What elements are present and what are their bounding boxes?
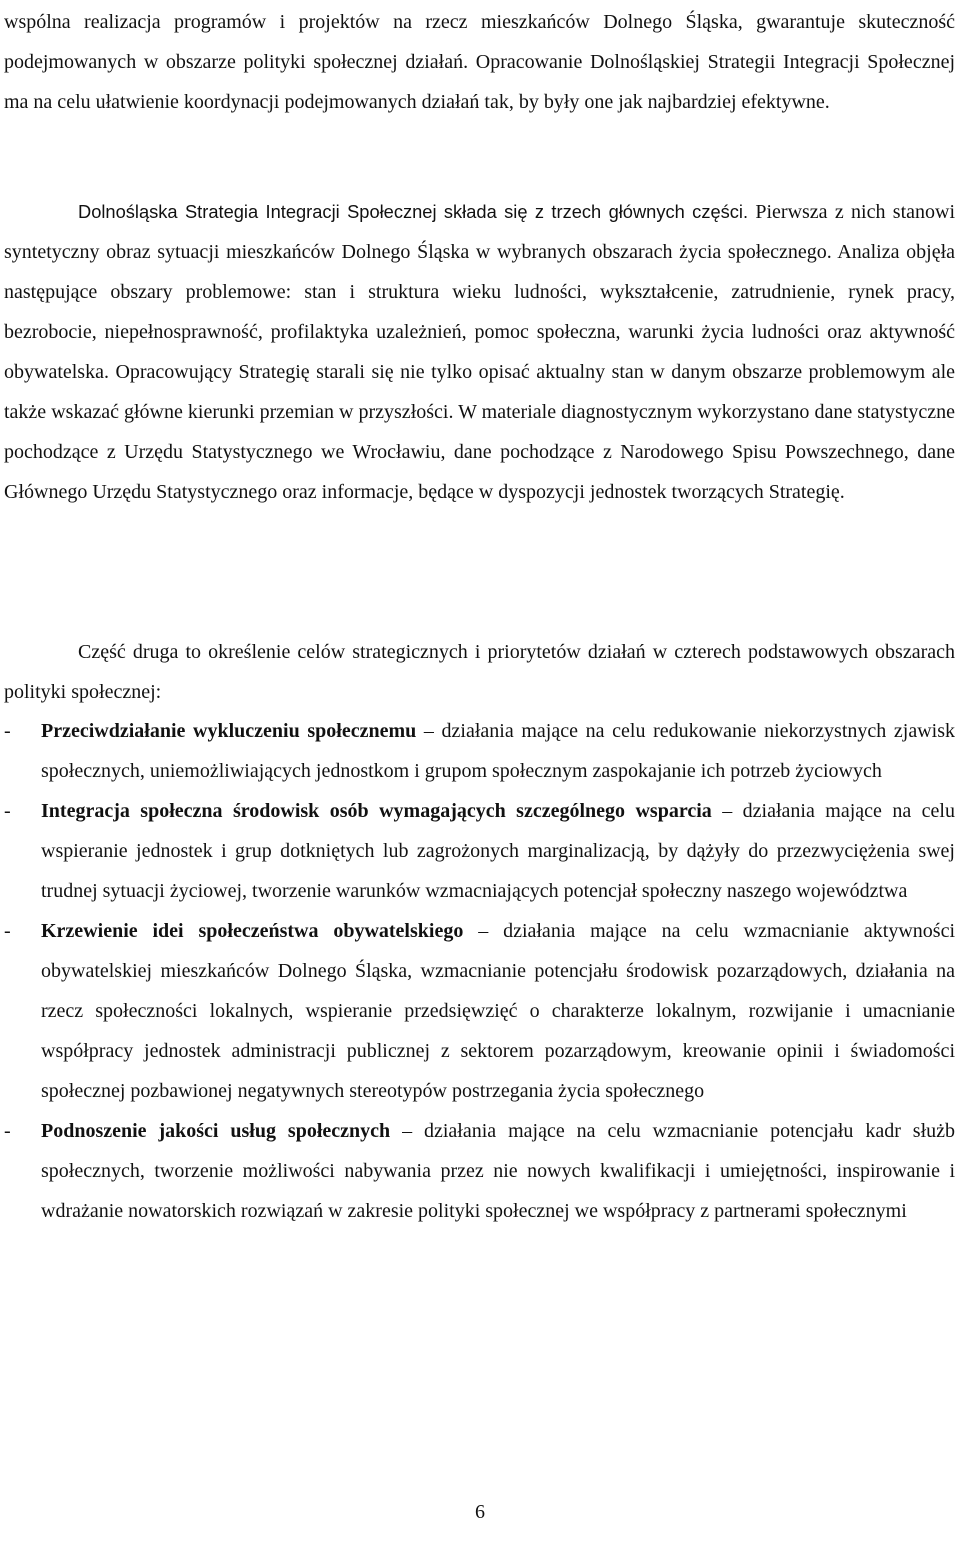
list-dash: -: [4, 800, 11, 822]
list-item: [4, 911, 955, 1111]
list-item-description: – działania mające na celu wspieranie jednostek i grup dotkniętych lub zagrożonych marginalizacją, by dążyły do przezwyciężenia swej trudnej sytuacji życiowej, tworzenie warunków wzmacniających potencjał społeczny naszego województwa: [41, 800, 955, 902]
paragraph-strategy-parts: [4, 192, 955, 512]
list-item-term: Przeciwdziałanie wykluczeniu społecznemu: [41, 720, 417, 742]
list-item-description: – działania mające na celu wzmacnianie potencjału kadr służb społecznych, tworzenie możliwości nabywania przez nie nowych kwalifikacji i umiejętności, inspirowanie i wdrażanie nowatorskich rozwiązań w zakresie polityki społecznej we współpracy z partnerami społecznymi: [41, 1120, 955, 1222]
policy-areas-list: [4, 711, 955, 1231]
list-item-description: – działania mające na celu wzmacnianie aktywności obywatelskiej mieszkańców Dolnego Śląska, wzmacnianie potencjału środowisk pozarządowych, działania na rzecz społeczności lokalnych, wspieranie przedsięwzięć o charakterze lokalnym, rozwijanie i umacnianie współpracy jednostek administracji publicznej z sektorem pozarządowym, kreowanie opinii i świadomości społecznej pozbawionej negatywnych stereotypów postrzegania życia społecznego: [41, 920, 955, 1102]
list-item: [4, 791, 955, 911]
list-item: [4, 711, 955, 791]
paragraph-text: Pierwsza z nich stanowi syntetyczny obraz sytuacji mieszkańców Dolnego Śląska w wybranych obszarach życia społecznego. Analiza objęła następujące obszary problemowe: stan i struktura wieku ludności, wykształcenie, zatrudnienie, rynek pracy, bezrobocie, niepełnosprawność, profilaktyka uzależnień, pomoc społeczna, warunki życia ludności oraz aktywność obywatelska. Opracowujący Strategię starali się nie tylko opisać aktualny stan w danym obszarze problemowym ale także wskazać główne kierunki przemian w przyszłości. W materiale diagnostycznym wykorzystano dane statystyczne pochodzące z Urzędu Statystycznego we Wrocławiu, dane pochodzące z Narodowego Spisu Powszechnego, dane Głównego Urzędu Statystycznego oraz informacje, będące w dyspozycji jednostek tworzących Strategię.: [4, 201, 955, 503]
paragraph-part-two: [4, 632, 955, 712]
list-item: [4, 1111, 955, 1231]
list-dash: -: [4, 720, 11, 742]
list-dash: -: [4, 920, 11, 942]
list-item-description: – działania mające na celu redukowanie niekorzystnych zjawisk społecznych, uniemożliwiających jednostkom i grupom społecznym zaspokajanie ich potrzeb życiowych: [41, 720, 955, 782]
page-number: 6: [475, 1501, 485, 1523]
list-dash: -: [4, 1120, 11, 1142]
paragraph-text: Część druga to określenie celów strategicznych i priorytetów działań w czterech podstawowych obszarach polityki społecznej:: [4, 641, 955, 703]
list-item-term: Integracja społeczna środowisk osób wymagających szczególnego wsparcia: [41, 800, 712, 822]
paragraph-intro-continuation: [4, 2, 955, 122]
paragraph-text: wspólna realizacja programów i projektów na rzecz mieszkańców Dolnego Śląska, gwarantuje skuteczność podejmowanych w obszarze polityki społecznej działań. Opracowanie Dolnośląskiej Strategii Integracji Społecznej ma na celu ułatwienie koordynacji podejmowanych działań tak, by były one jak najbardziej efektywne.: [4, 11, 955, 113]
list-item-term: Krzewienie idei społeczeństwa obywatelskiego: [41, 920, 464, 942]
paragraph-lead-sentence: Dolnośląska Strategia Integracji Społecznej składa się z trzech głównych części.: [78, 201, 749, 222]
list-item-term: Podnoszenie jakości usług społecznych: [41, 1120, 391, 1142]
